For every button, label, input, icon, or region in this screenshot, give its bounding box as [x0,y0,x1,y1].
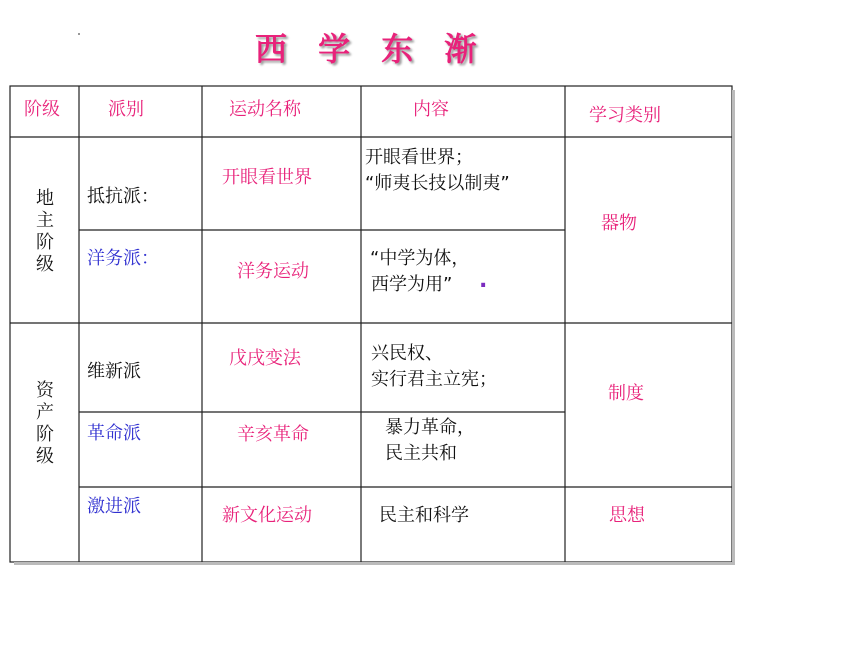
category-thought: 思想 [609,505,645,526]
faction-radical: 激进派 [87,496,141,517]
header-content: 内容 [413,99,449,120]
faction-reform: 维新派 [87,361,141,382]
header-movement: 运动名称 [229,99,301,120]
movement-wuxu-reform: 戊戌变法 [229,348,301,369]
header-category: 学习类别 [589,105,661,126]
movement-new-culture: 新文化运动 [222,505,312,526]
content-row5-line1: 民主和科学 [379,505,469,526]
header-faction: 派别 [108,99,144,120]
class-bourgeois: 资产阶级 [36,380,54,467]
content-row3-line1: 兴民权、 [371,343,443,364]
faction-resistance: 抵抗派： [87,186,159,207]
page-title: 西 学 东 渐 [255,30,487,68]
class-landlord: 地主阶级 [36,188,54,275]
table-shadow-bottom [14,562,735,565]
content-row1-line1: 开眼看世界； [365,147,473,168]
header-level: 阶级 [24,99,60,120]
faction-revolution: 革命派 [87,423,141,444]
period-mark: . [479,268,488,293]
content-row4-line2: 民主共和 [385,443,457,464]
movement-open-eyes: 开眼看世界 [222,167,312,188]
content-row2-line2: 西学为用” [371,274,453,295]
content-row2-line1: “中学为体， [370,248,470,269]
movement-xinhai-revolution: 辛亥革命 [237,424,309,445]
category-objects: 器物 [601,213,637,234]
category-system: 制度 [608,383,644,404]
table-shadow-right [732,90,735,565]
content-row3-line2: 实行君主立宪； [371,369,497,390]
faction-westernization: 洋务派： [87,248,159,269]
content-row1-line2: “师夷长技以制夷” [365,173,510,194]
content-row4-line1: 暴力革命， [385,417,475,438]
stray-dot [78,33,80,35]
movement-westernization: 洋务运动 [237,261,309,282]
